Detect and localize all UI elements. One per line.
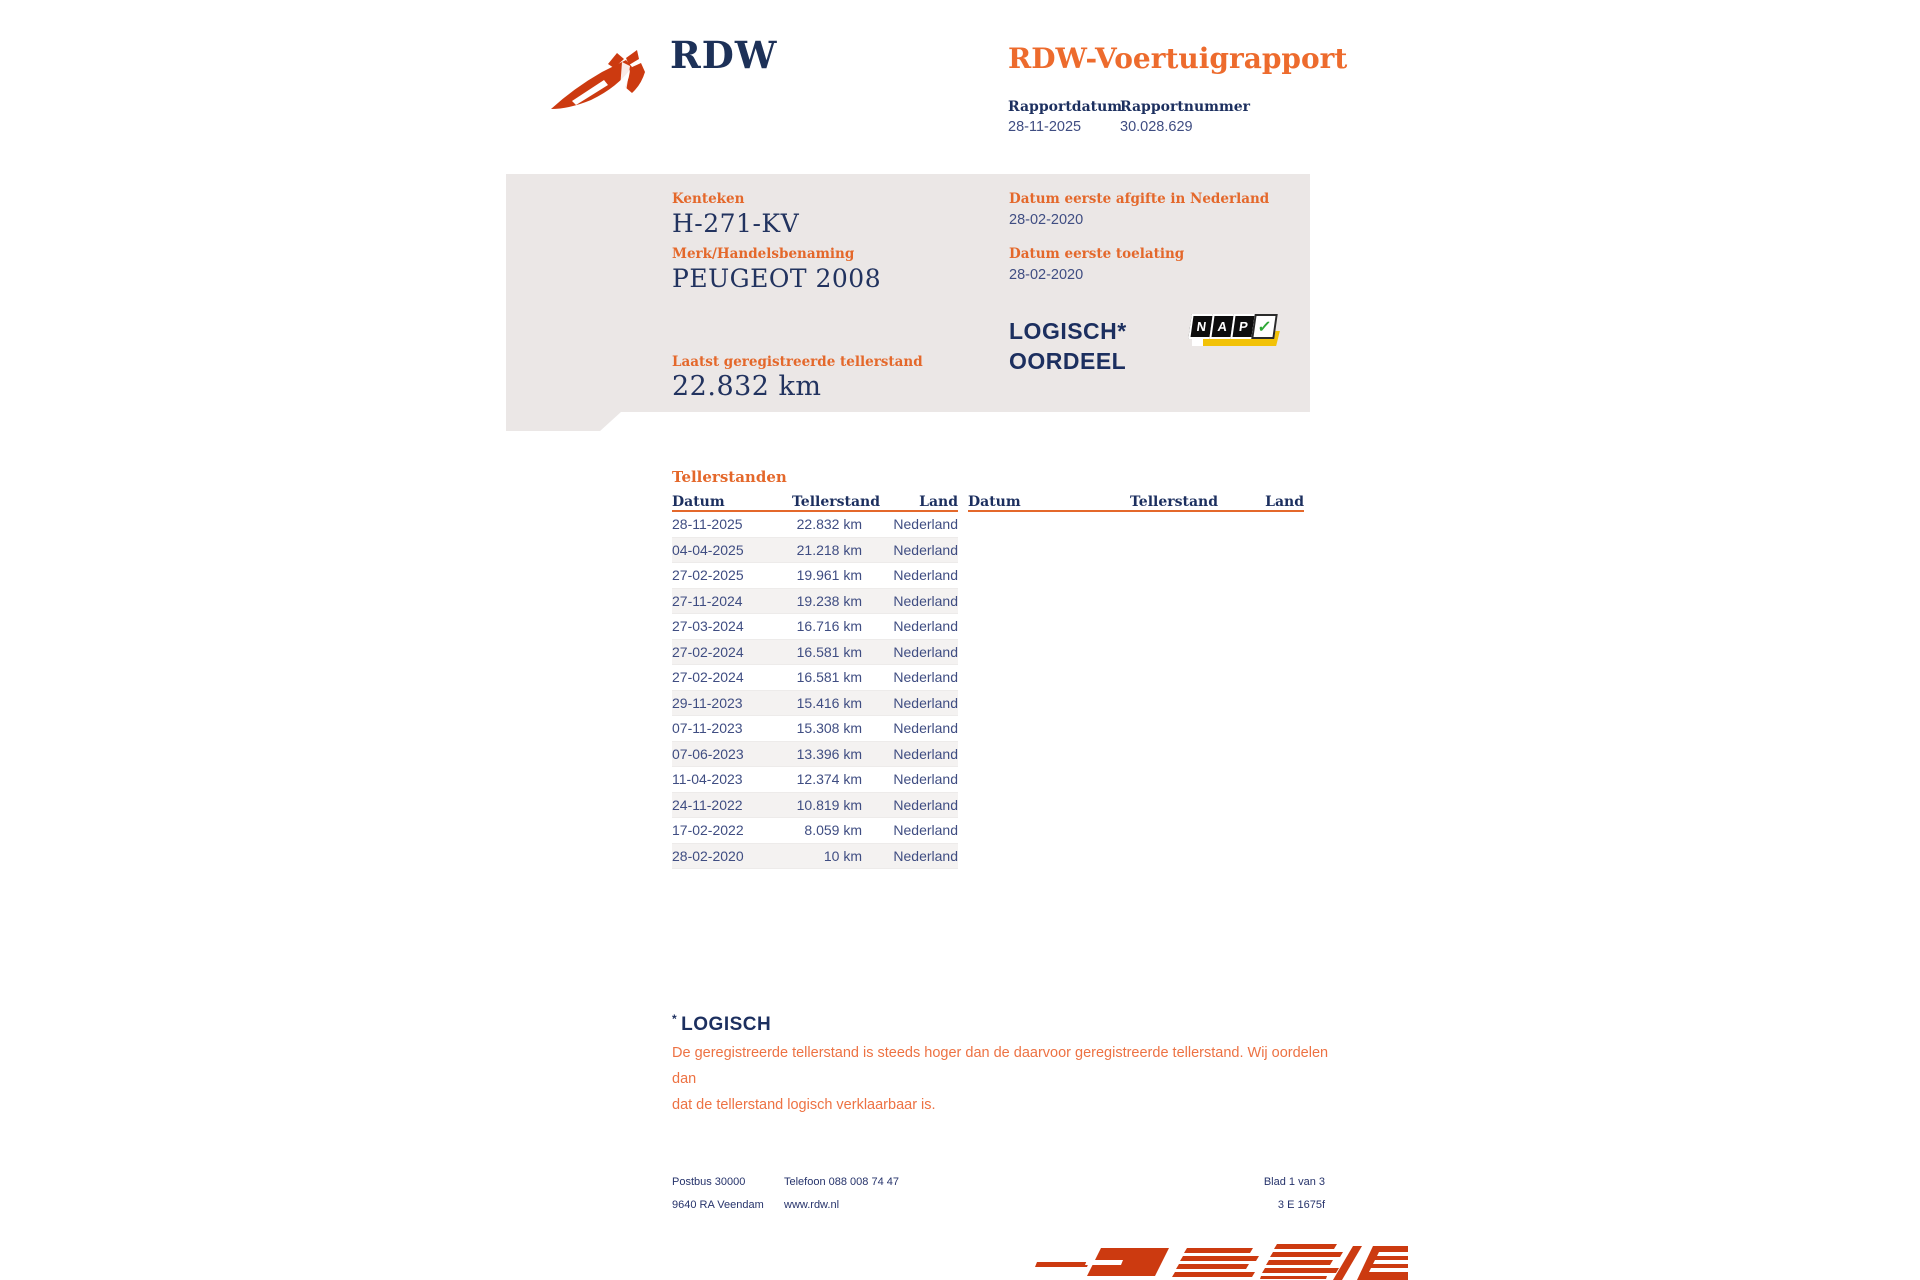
table-cell: 27-02-2024 [672,669,744,686]
table-row [672,742,958,768]
kenteken-value: H-271-KV [672,209,800,238]
eerste-afgifte-label: Datum eerste afgifte in Nederland [1009,191,1270,207]
table-row [672,818,958,844]
table-cell: 15.308 km [796,720,862,737]
table-cell: 19.238 km [796,592,862,609]
table-cell: 17-02-2022 [672,822,744,839]
table-cell: Nederland [893,745,958,762]
table-cell: 24-11-2022 [672,796,743,813]
table-row [672,716,958,742]
table-cell: Nederland [893,771,958,788]
table-cell: Nederland [893,516,958,533]
oordeel-line2: OORDEEL [1009,348,1127,374]
report-date-value: 28-11-2025 [1008,119,1082,135]
table-cell: Nederland [893,796,958,813]
table-header-row [968,490,1304,512]
table-cell: 04-04-2025 [672,541,744,558]
table-row [672,665,958,691]
table-cell: 28-11-2025 [672,516,743,533]
footer-phone: Telefoon 088 008 74 47 [784,1176,899,1188]
column-header-tellerstand: Tellerstand [1129,494,1218,510]
rdw-logo-icon [546,46,666,114]
table-cell: 8.059 km [804,822,862,839]
eerste-toelating-value: 28-02-2020 [1009,267,1084,283]
table-cell: Nederland [893,592,958,609]
footnote-paragraph [672,1040,1352,1118]
tellerstand-value: 22.832 km [672,371,822,402]
oordeel-line1: LOGISCH* [1009,318,1127,344]
table-cell: 28-02-2020 [672,847,744,864]
table-row [672,793,958,819]
page-title: RDW-Voertuigrapport [1008,42,1348,75]
eerste-afgifte-value: 28-02-2020 [1009,212,1084,228]
table-row [672,563,958,589]
nap-letter-a: A [1209,314,1236,339]
table-cell: 12.374 km [796,771,862,788]
table-cell: 19.961 km [796,567,862,584]
table-cell: Nederland [893,618,958,635]
tellerstanden-table-left [672,490,958,869]
table-cell: 10.819 km [796,796,862,813]
table-row [672,538,958,564]
footer-postbus: Postbus 30000 [672,1176,746,1188]
table-row [672,512,958,538]
table-cell: 16.581 km [796,643,862,660]
table-cell: 07-11-2023 [672,720,743,737]
table-cell: 22.832 km [796,516,862,533]
nap-logo [1190,314,1282,354]
table-row [672,589,958,615]
eerste-toelating-label: Datum eerste toelating [1009,246,1185,262]
report-number-value: 30.028.629 [1120,119,1193,135]
table-cell: 07-06-2023 [672,745,744,762]
table-cell: 21.218 km [796,541,862,558]
merk-value: PEUGEOT 2008 [672,264,882,293]
report-date-label: Rapportdatum [1008,99,1123,115]
nap-letter-p: P [1230,314,1257,339]
column-header-datum: Datum [968,494,1021,510]
nap-white-notch [1192,338,1203,346]
table-cell: 16.581 km [796,669,862,686]
table-cell: 10 km [823,847,862,864]
nap-check-icon: ✓ [1251,314,1278,339]
table-cell: Nederland [893,541,958,558]
tellerstanden-section-title: Tellerstanden [672,468,787,486]
table-header-row [672,490,958,512]
table-cell: 29-11-2023 [672,694,743,711]
table-cell: Nederland [893,669,958,686]
table-cell: Nederland [893,643,958,660]
column-header-tellerstand: Tellerstand [792,494,881,510]
table-row [672,691,958,717]
table-cell: 27-03-2024 [672,618,744,635]
merk-label: Merk/Handelsbenaming [672,246,855,262]
table-cell: 11-04-2023 [672,771,743,788]
table-row [672,614,958,640]
footer-city: 9640 RA Veendam [672,1199,764,1211]
table-row [672,640,958,666]
table-cell: Nederland [893,694,958,711]
tellerstanden-rows [672,512,958,869]
footnote-line2: dat de tellerstand logisch verklaarbaar is. [672,1097,936,1113]
tellerstanden-table-right [968,490,1304,512]
table-cell: Nederland [893,720,958,737]
table-cell: 27-11-2024 [672,592,743,609]
footer-doc-code: 3 E 1675f [1277,1199,1325,1211]
footnote-line1: De geregistreerde tellerstand is steeds hoger dan de daarvoor geregistreerde tellerstand. Wij oordelen dan [672,1045,1329,1087]
nap-letter-n: N [1188,314,1215,339]
column-header-land: Land [1265,494,1304,510]
table-cell: 15.416 km [796,694,862,711]
table-row [672,844,958,870]
speed-lines-graphic [1035,1242,1408,1280]
column-header-land: Land [919,494,958,510]
kenteken-label: Kenteken [672,191,745,207]
tellerstand-label: Laatst geregistreerde tellerstand [672,354,923,370]
table-cell: 13.396 km [796,745,862,762]
footnote-title-text: LOGISCH [681,1014,772,1035]
report-number-label: Rapportnummer [1120,99,1251,115]
footnote-title [672,1012,771,1036]
oordeel-text [1009,316,1127,376]
footer-page-number: Blad 1 van 3 [1263,1176,1325,1188]
vehicle-summary-box [506,174,1310,431]
table-row [672,767,958,793]
table-cell: 16.716 km [796,618,862,635]
table-cell: Nederland [893,822,958,839]
table-cell: Nederland [893,567,958,584]
footer-website: www.rdw.nl [784,1199,840,1211]
footnote-asterisk: * [672,1012,678,1026]
table-cell: Nederland [893,847,958,864]
table-cell: 27-02-2024 [672,643,744,660]
logo-wordmark: RDW [670,33,778,77]
nap-tiles [1190,314,1274,339]
column-header-datum: Datum [672,494,725,510]
table-cell: 27-02-2025 [672,567,744,584]
